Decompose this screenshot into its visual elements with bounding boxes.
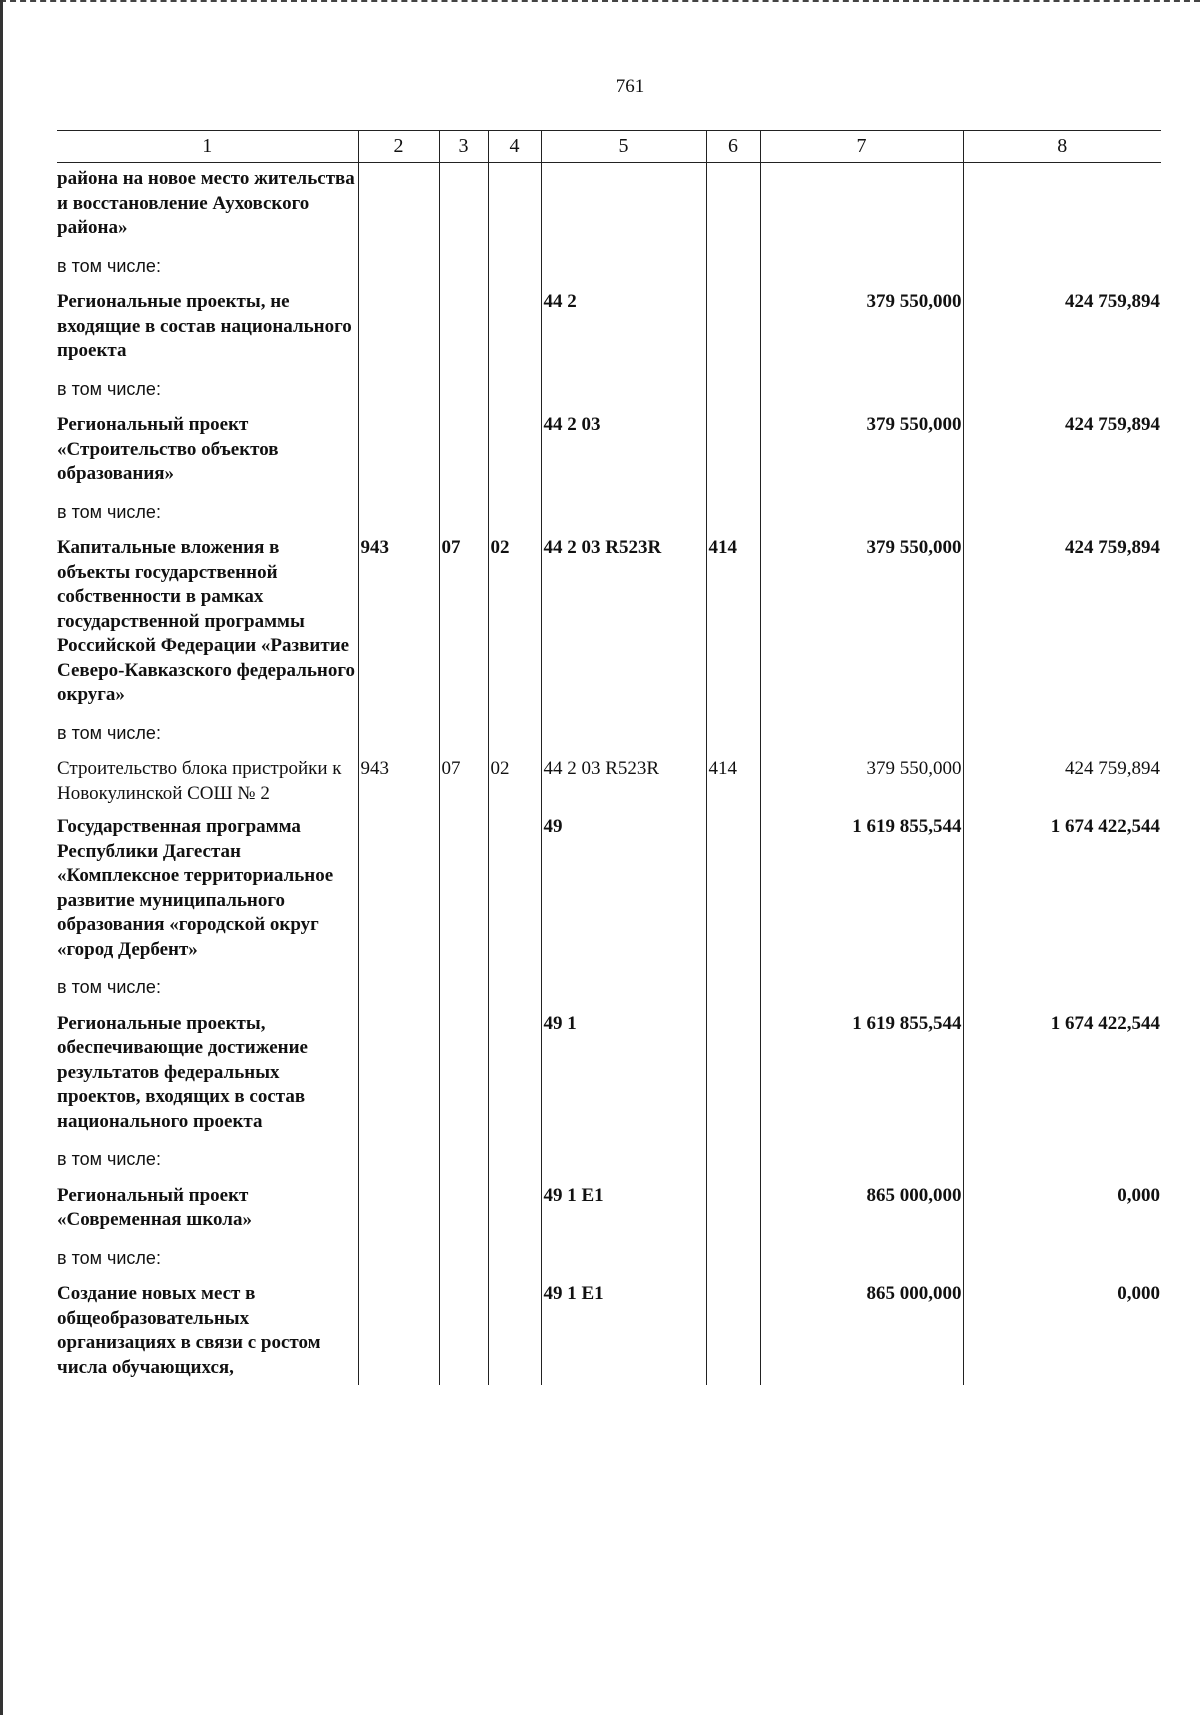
- amount-year2-cell: 424 759,894: [963, 753, 1161, 811]
- row-name-cell: Государственная программа Республики Дагестан «Комплексное территориальное развитие муниципального образования «городской округ «город Дербент»: [57, 816, 334, 960]
- expense-type-cell: [706, 1139, 760, 1180]
- subsection-cell: [488, 1238, 541, 1279]
- ministry-code-cell: [358, 1008, 439, 1140]
- row-name-cell: в том числе:: [57, 255, 161, 276]
- subsection-cell: 02: [488, 753, 541, 811]
- subsection-cell: [488, 163, 541, 246]
- expense-type-cell: [706, 369, 760, 410]
- row-name-cell: в том числе:: [57, 501, 161, 522]
- section-cell: 07: [439, 753, 488, 811]
- amount-year2-cell: [963, 967, 1161, 1008]
- subsection-cell: [488, 409, 541, 492]
- ministry-code-cell: [358, 1180, 439, 1238]
- subsection-cell: [488, 1278, 541, 1385]
- amount-year1-cell: [760, 1139, 963, 1180]
- amount-year1-cell: [760, 163, 963, 246]
- subsection-cell: [488, 369, 541, 410]
- column-header-5: 5: [541, 131, 706, 163]
- expense-type-cell: [706, 967, 760, 1008]
- amount-year1-cell: 865 000,000: [760, 1278, 963, 1385]
- ministry-code-cell: [358, 492, 439, 533]
- scan-edge-top: [0, 0, 1200, 4]
- subtotal-caption-row: [57, 1139, 1161, 1180]
- section-cell: [439, 286, 488, 369]
- amount-year1-cell: 1 619 855,544: [760, 1008, 963, 1140]
- target-article-cell: [541, 713, 706, 754]
- row-name-cell: Создание новых мест в общеобразовательных организациях в связи с ростом числа обучающихся,: [57, 1283, 321, 1378]
- column-header-3: 3: [439, 131, 488, 163]
- subsection-cell: [488, 811, 541, 967]
- amount-year1-cell: [760, 369, 963, 410]
- column-header-1: 1: [57, 131, 358, 163]
- table-row: [57, 532, 1161, 713]
- amount-year2-cell: 424 759,894: [963, 532, 1161, 713]
- table-row: [57, 811, 1161, 967]
- amount-year1-cell: 379 550,000: [760, 409, 963, 492]
- ministry-code-cell: [358, 409, 439, 492]
- table-row: [57, 753, 1161, 811]
- column-header-7: 7: [760, 131, 963, 163]
- row-name-cell: района на новое место жительства и восстановление Ауховского района»: [57, 168, 355, 238]
- expense-type-cell: [706, 713, 760, 754]
- amount-year2-cell: [963, 246, 1161, 287]
- column-header-2: 2: [358, 131, 439, 163]
- target-article-cell: 49 1 E1: [541, 1180, 706, 1238]
- subtotal-caption-row: [57, 246, 1161, 287]
- ministry-code-cell: [358, 713, 439, 754]
- amount-year2-cell: [963, 1238, 1161, 1279]
- row-name-cell: Строительство блока пристройки к Новокулинской СОШ № 2: [57, 758, 342, 804]
- section-cell: [439, 1278, 488, 1385]
- target-article-cell: [541, 492, 706, 533]
- target-article-cell: [541, 1238, 706, 1279]
- table-row: [57, 286, 1161, 369]
- subtotal-caption-row: [57, 967, 1161, 1008]
- amount-year2-cell: [963, 1139, 1161, 1180]
- target-article-cell: 49 1 E1: [541, 1278, 706, 1385]
- ministry-code-cell: [358, 811, 439, 967]
- section-cell: [439, 409, 488, 492]
- amount-year1-cell: 1 619 855,544: [760, 811, 963, 967]
- section-cell: [439, 492, 488, 533]
- amount-year2-cell: 1 674 422,544: [963, 1008, 1161, 1140]
- subtotal-caption-row: [57, 1238, 1161, 1279]
- amount-year1-cell: [760, 246, 963, 287]
- amount-year1-cell: 379 550,000: [760, 286, 963, 369]
- section-cell: [439, 163, 488, 246]
- ministry-code-cell: [358, 967, 439, 1008]
- amount-year1-cell: [760, 713, 963, 754]
- ministry-code-cell: 943: [358, 532, 439, 713]
- table-row: [57, 163, 1161, 246]
- expense-type-cell: [706, 286, 760, 369]
- expense-type-cell: [706, 409, 760, 492]
- target-article-cell: 44 2 03 R523R: [541, 753, 706, 811]
- column-header-6: 6: [706, 131, 760, 163]
- amount-year2-cell: [963, 369, 1161, 410]
- target-article-cell: [541, 1139, 706, 1180]
- section-cell: 07: [439, 532, 488, 713]
- target-article-cell: 44 2: [541, 286, 706, 369]
- row-name-cell: в том числе:: [57, 977, 161, 997]
- target-article-cell: [541, 163, 706, 246]
- expense-type-cell: 414: [706, 532, 760, 713]
- amount-year2-cell: 0,000: [963, 1278, 1161, 1385]
- expense-type-cell: 414: [706, 753, 760, 811]
- section-cell: [439, 713, 488, 754]
- amount-year1-cell: [760, 1238, 963, 1279]
- header-row: [57, 131, 1161, 163]
- row-name-cell: Капитальные вложения в объекты государственной собственности в рамках государственной программы Российской Федерации «Развитие Северо-Кавказского федерального округа»: [57, 537, 356, 705]
- ministry-code-cell: [358, 163, 439, 246]
- subsection-cell: [488, 492, 541, 533]
- row-name-cell: Региональные проекты, обеспечивающие достижение результатов федеральных проектов, входящих в состав национального проекта: [57, 1012, 308, 1132]
- section-cell: [439, 1139, 488, 1180]
- section-cell: [439, 1238, 488, 1279]
- row-name-cell: Региональные проекты, не входящие в состав национального проекта: [57, 291, 352, 361]
- expense-type-cell: [706, 1238, 760, 1279]
- table-body: [57, 163, 1161, 1386]
- row-name-cell: Региональный проект «Строительство объектов образования»: [57, 414, 279, 484]
- expense-type-cell: [706, 1278, 760, 1385]
- amount-year2-cell: [963, 713, 1161, 754]
- expense-type-cell: [706, 1008, 760, 1140]
- subsection-cell: [488, 713, 541, 754]
- ministry-code-cell: 943: [358, 753, 439, 811]
- expense-type-cell: [706, 811, 760, 967]
- amount-year2-cell: 1 674 422,544: [963, 811, 1161, 967]
- ministry-code-cell: [358, 369, 439, 410]
- ministry-code-cell: [358, 246, 439, 287]
- column-header-8: 8: [963, 131, 1161, 163]
- expense-type-cell: [706, 1180, 760, 1238]
- row-name-cell: Региональный проект «Современная школа»: [57, 1184, 252, 1230]
- expense-type-cell: [706, 246, 760, 287]
- section-cell: [439, 246, 488, 287]
- subtotal-caption-row: [57, 369, 1161, 410]
- subtotal-caption-row: [57, 713, 1161, 754]
- amount-year2-cell: 424 759,894: [963, 409, 1161, 492]
- target-article-cell: 44 2 03 R523R: [541, 532, 706, 713]
- row-name-cell: в том числе:: [57, 1149, 161, 1169]
- subsection-cell: 02: [488, 532, 541, 713]
- target-article-cell: 44 2 03: [541, 409, 706, 492]
- amount-year1-cell: 379 550,000: [760, 753, 963, 811]
- budget-table: [57, 130, 1161, 1385]
- page-number: 761: [615, 76, 645, 97]
- subsection-cell: [488, 286, 541, 369]
- scan-edge-left: [0, 0, 3, 1715]
- table-row: [57, 1008, 1161, 1140]
- ministry-code-cell: [358, 1238, 439, 1279]
- row-name-cell: в том числе:: [57, 1247, 161, 1268]
- table-row: [57, 1180, 1161, 1238]
- subsection-cell: [488, 1008, 541, 1140]
- expense-type-cell: [706, 492, 760, 533]
- amount-year2-cell: 424 759,894: [963, 286, 1161, 369]
- target-article-cell: [541, 369, 706, 410]
- target-article-cell: 49: [541, 811, 706, 967]
- section-cell: [439, 811, 488, 967]
- subtotal-caption-row: [57, 492, 1161, 533]
- row-name-cell: в том числе:: [57, 378, 161, 399]
- subsection-cell: [488, 1180, 541, 1238]
- section-cell: [439, 1008, 488, 1140]
- ministry-code-cell: [358, 286, 439, 369]
- ministry-code-cell: [358, 1139, 439, 1180]
- target-article-cell: [541, 967, 706, 1008]
- row-name-cell: в том числе:: [57, 722, 161, 743]
- amount-year1-cell: 865 000,000: [760, 1180, 963, 1238]
- table-row: [57, 1278, 1161, 1385]
- column-header-4: 4: [488, 131, 541, 163]
- subsection-cell: [488, 1139, 541, 1180]
- amount-year1-cell: [760, 492, 963, 533]
- amount-year2-cell: [963, 163, 1161, 246]
- subsection-cell: [488, 967, 541, 1008]
- amount-year1-cell: 379 550,000: [760, 532, 963, 713]
- table-row: [57, 409, 1161, 492]
- section-cell: [439, 369, 488, 410]
- ministry-code-cell: [358, 1278, 439, 1385]
- subsection-cell: [488, 246, 541, 287]
- target-article-cell: 49 1: [541, 1008, 706, 1140]
- section-cell: [439, 1180, 488, 1238]
- section-cell: [439, 967, 488, 1008]
- amount-year1-cell: [760, 967, 963, 1008]
- target-article-cell: [541, 246, 706, 287]
- amount-year2-cell: 0,000: [963, 1180, 1161, 1238]
- amount-year2-cell: [963, 492, 1161, 533]
- expense-type-cell: [706, 163, 760, 246]
